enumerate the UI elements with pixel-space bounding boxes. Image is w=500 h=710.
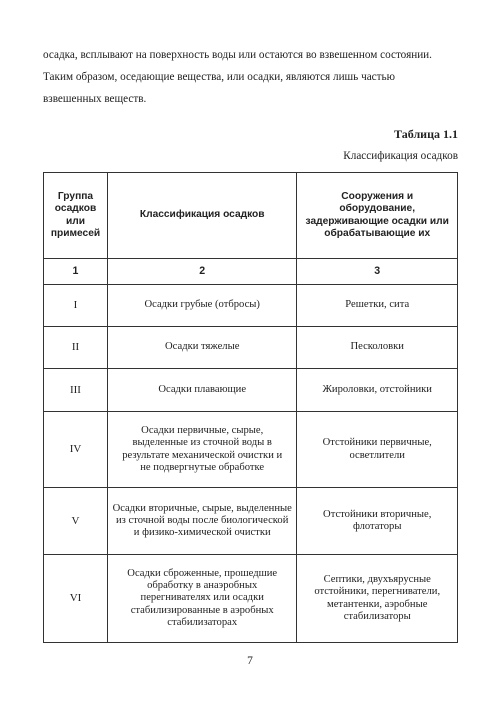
table-caption: Классификация осадков xyxy=(343,150,458,162)
intro-line-1: осадка, всплывают на поверхность воды или остаются во взвешенном состоянии. xyxy=(43,49,432,61)
row-equipment: Отстойники первичные, осветлители xyxy=(297,412,458,488)
row-group: III xyxy=(44,369,108,412)
row-equipment: Жироловки, отстойники xyxy=(297,369,458,412)
col-number-2: 2 xyxy=(107,259,296,285)
row-classification: Осадки вторичные, сырые, выделенные из сточной воды после биологической и физико-химической очистки xyxy=(107,488,296,555)
row-group: I xyxy=(44,285,108,327)
row-group: V xyxy=(44,488,108,555)
table-row xyxy=(44,285,458,327)
row-equipment: Решетки, сита xyxy=(297,285,458,327)
intro-paragraph xyxy=(43,44,459,110)
table-header-row xyxy=(44,173,458,259)
header-group: Группа осадков или примесей xyxy=(44,173,108,259)
row-classification: Осадки сброженные, прошедшие обработку в анаэробных перегнивателях или осадки стабилизированные в аэробных стабилизаторах xyxy=(107,555,296,643)
row-classification: Осадки плавающие xyxy=(107,369,296,412)
table-row xyxy=(44,327,458,369)
row-group: VI xyxy=(44,555,108,643)
intro-line-3: взвешенных веществ. xyxy=(43,93,147,105)
table-row xyxy=(44,555,458,643)
table-row xyxy=(44,369,458,412)
row-classification: Осадки грубые (отбросы) xyxy=(107,285,296,327)
table-row xyxy=(44,488,458,555)
classification-table xyxy=(43,172,458,643)
row-equipment: Септики, двухъярусные отстойники, перегниватели, метантенки, аэробные стабилизаторы xyxy=(297,555,458,643)
row-equipment: Песколовки xyxy=(297,327,458,369)
col-number-3: 3 xyxy=(297,259,458,285)
row-group: IV xyxy=(44,412,108,488)
row-equipment: Отстойники вторичные, флотаторы xyxy=(297,488,458,555)
row-classification: Осадки тяжелые xyxy=(107,327,296,369)
col-number-1: 1 xyxy=(44,259,108,285)
page-number: 7 xyxy=(247,655,253,667)
row-classification: Осадки первичные, сырые, выделенные из сточной воды в результате механической очистки и не подвергнутые обработке xyxy=(107,412,296,488)
header-classification: Классификация осадков xyxy=(107,173,296,259)
column-number-row xyxy=(44,259,458,285)
row-group: II xyxy=(44,327,108,369)
header-equipment: Сооружения и оборудование, задерживающие осадки или обрабатывающие их xyxy=(297,173,458,259)
table-number: Таблица 1.1 xyxy=(394,127,458,141)
table-row xyxy=(44,412,458,488)
intro-line-2: Таким образом, оседающие вещества, или осадки, являются лишь частью xyxy=(43,71,395,83)
